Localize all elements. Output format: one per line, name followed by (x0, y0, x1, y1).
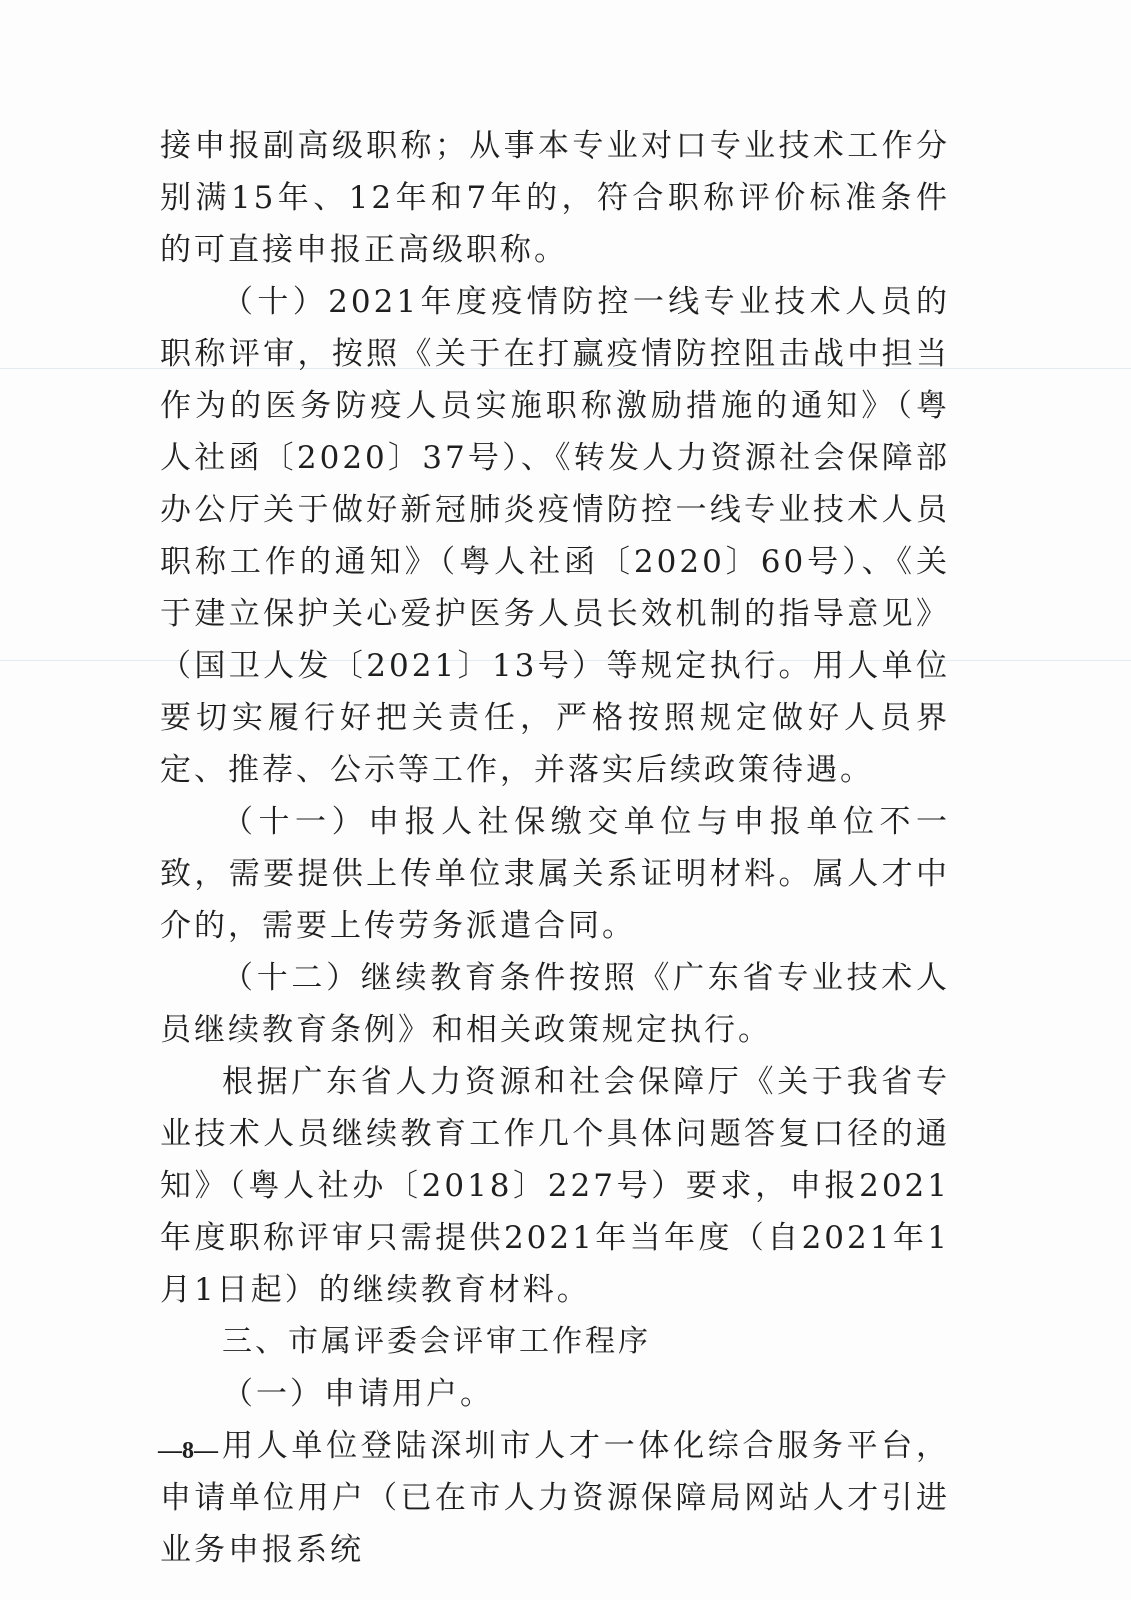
paragraph: （十）2021年度疫情防控一线专业技术人员的职称评审，按照《关于在打赢疫情防控阻击战中担当作为的医务防疫人员实施职称激励措施的通知》（粤人社函〔2020〕37号）、《转发人力资源社会保障部办公厅关于做好新冠肺炎疫情防控一线专业技术人员职称工作的通知》（粤人社函〔2020〕60号）、《关于建立保护关心爱护医务人员长效机制的指导意见》（国卫人发〔2021〕13号）等规定执行。用人单位要切实履行好把关责任，严格按照规定做好人员界定、推荐、公示等工作，并落实后续政策待遇。 (160, 284, 950, 788)
paragraph: （十一）申报人社保缴交单位与申报单位不一致，需要提供上传单位隶属关系证明材料。属人才中介的，需要上传劳务派遣合同。 (160, 804, 950, 944)
paragraph: 用人单位登陆深圳市人才一体化综合服务平台，申请单位用户（已在市人力资源保障局网站人才引进业务申报系统 (160, 1428, 950, 1568)
subsection-heading: （一）申请用户。 (222, 1376, 494, 1412)
section-heading: 三、市属评委会评审工作程序 (222, 1324, 651, 1359)
paragraph: （十二）继续教育条件按照《广东省专业技术人员继续教育条例》和相关政策规定执行。 (160, 960, 950, 1048)
document-body (160, 120, 950, 1576)
paragraph: 接申报副高级职称；从事本专业对口专业技术工作分别满15年、12年和7年的，符合职称评价标准条件的可直接申报正高级职称。 (160, 128, 950, 268)
page-number: —8— (158, 1438, 218, 1464)
paragraph: 根据广东省人力资源和社会保障厅《关于我省专业技术人员继续教育工作几个具体问题答复口径的通知》（粤人社办〔2018〕227号）要求，申报2021年度职称评审只需提供2021年当年度（自2021年1月1日起）的继续教育材料。 (160, 1064, 950, 1308)
